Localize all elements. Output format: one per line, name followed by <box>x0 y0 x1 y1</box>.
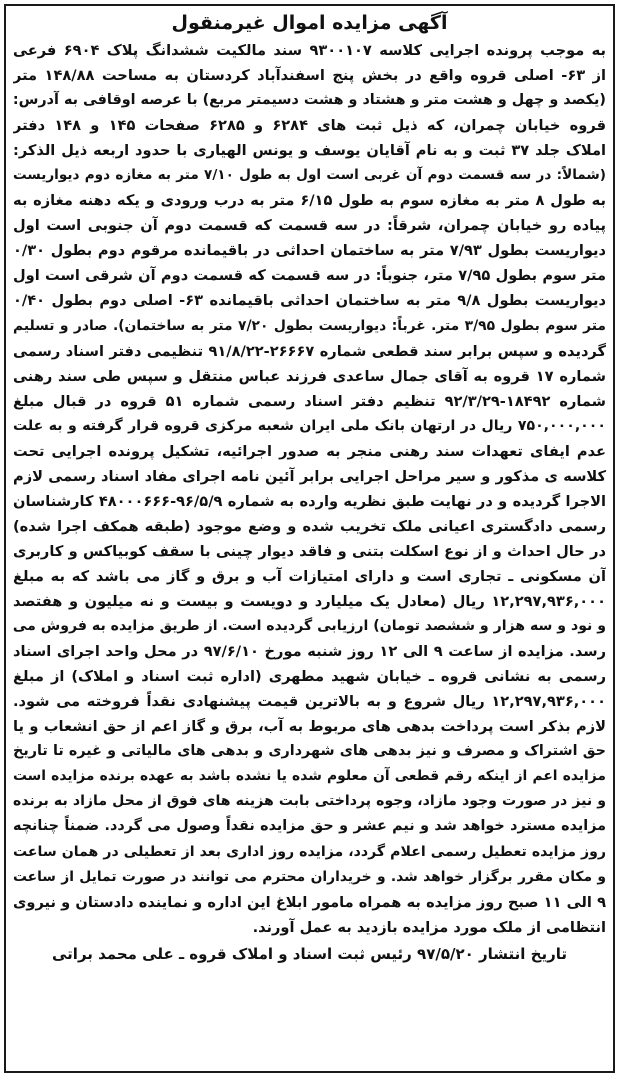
body-line: ۱۲,۲۹۷,۹۳۶,۰۰۰ ریال شروع و به بالاترین قیمت پیشنهادی نقداً فروخته می شود. <box>13 693 606 711</box>
body-line: ۱۲,۲۹۷,۹۳۶,۰۰۰ ریال (معادل یک میلیارد و دویست و بیست و نه میلیون و هفتصد <box>13 593 606 611</box>
body-line: (یکصد و چهل و هشت متر و هشتاد و هشت دسیمتر مربع) با عرصه اوقافی به آدرس: <box>13 92 606 109</box>
body-line: پیاده رو خیابان چمران، شرقاً: در سه قسمت که قسمت دوم آن جنوبی است اول <box>13 217 606 235</box>
body-line: (شمالاً: در سه قسمت دوم آن غربی است اول به طول ۷/۱۰ متر به مغازه دوم دیواریست <box>13 167 606 184</box>
body-line: قروه خیابان چمران، که ذیل ثبت های ۶۲۸۴ و ۶۲۸۵ صفحات ۱۴۵ و ۱۴۸ دفتر <box>13 117 606 135</box>
body-line: روز مزایده تعطیل رسمی اعلام گردد، مزایده روز اداری بعد از تعطیلی در همان ساعت <box>13 843 606 860</box>
body-line: ۹ الی ۱۱ صبح روز مزایده به همراه مامور ابلاغ این اداره و نماینده دادستان و نیروی <box>13 893 606 911</box>
auction-notice <box>4 4 615 1073</box>
body-line: در حال احداث و از نوع اسکلت بتنی و فاقد دیوار چینی با سقف کوبیاکس و کاربری <box>13 542 606 560</box>
body-line: الاجرا گردیده و در نهایت طبق نظریه وارده به شماره ۹۶/۵/۹-۴۸۰۰۰۶۶۶ کارشناسان <box>13 492 606 510</box>
notice-title: آگهی مزایده اموال غیرمنقول <box>171 12 448 34</box>
body-line: حق اشتراک و مصرف و نیز بدهی های شهرداری و بدهی های مالیاتی و غیره تا تاریخ <box>13 743 606 760</box>
body-line: متر سوم بطول ۷/۹۵ متر، جنوباً: در سه قسمت که قسمت دوم آن شرقی است اول <box>13 267 606 285</box>
body-line: مزایده مسترد خواهد شد و نیم عشر و حق مزایده نقداً وصول می گردد. ضمناً چنانچه <box>13 818 606 835</box>
body-line: متر سوم بطول ۳/۹۵ متر. غرباً: دیواریست بطول ۷/۲۰ متر به ساختمان). صادر و تسلیم <box>13 317 606 334</box>
body-line: از ۶۳- اصلی قروه واقع در بخش پنج اسفندآباد کردستان به مساحت ۱۴۸/۸۸ متر <box>13 67 606 85</box>
body-line: عدم ایفای تعهدات سند رهنی منجر به صدور اجرائیه، تشکیل پرونده اجرایی تحت <box>13 442 606 460</box>
body-line: دیواریست بطول ۹/۸ متر به ساختمان احداثی باقیمانده ۶۳- اصلی دوم بطول ۰/۴۰ <box>13 292 606 310</box>
notice-body <box>13 38 606 940</box>
body-line: به طول ۸ متر به مغازه سوم به طول ۶/۱۵ متر به درب ورودی و یکه دهنه مغازه به <box>13 192 606 210</box>
body-line: شماره ۱۷ قروه به آقای جمال ساعدی فرزند عباس منتقل و سپس طی سند رهنی <box>13 367 606 385</box>
body-line: املاک جلد ۳۷ ثبت و به نام آقایان یوسف و یونس الهیاری با حدود اربعه ذیل الذکر: <box>13 142 606 160</box>
body-line: دیواریست بطول ۷/۹۳ متر به ساختمان احداثی در باقیمانده مرقوم دوم بطول ۰/۳۰ <box>13 242 606 260</box>
publication-footer: تاریخ انتشار ۹۷/۵/۲۰ رئیس ثبت اسناد و املاک قروه ـ علی محمد براتی <box>52 944 567 963</box>
body-line: رسمی به نشانی قروه ـ خیابان شهید مطهری (اداره ثبت اسناد و املاک) از مبلغ <box>13 668 606 686</box>
body-line: کلاسه ی مذکور و سیر مراحل اجرایی برابر آئین نامه اجرای مفاد اسناد رسمی لازم <box>13 467 606 485</box>
body-line: رسد. مزایده از ساعت ۹ الی ۱۲ روز شنبه مورخ ۹۷/۶/۱۰ در محل واحد اجرای اسناد <box>13 643 606 661</box>
body-line: آن مسکونی ـ تجاری است و دارای امتیازات آب و برق و گاز می باشد که به مبلغ <box>13 567 606 585</box>
body-line: و مکان مقرر برگزار خواهد شد. و خریداران محترم می توانند در صورت تمایل از ساعت <box>13 868 606 885</box>
body-line: مزایده اعم از اینکه رقم قطعی آن معلوم شده یا نشده باشد به عهده برنده مزایده است <box>13 768 606 785</box>
body-line: و نود و سه هزار و ششصد تومان) ارزیابی گردیده است. از طریق مزایده به فروش می <box>13 618 606 635</box>
body-line: گردیده و سپس برابر سند قطعی شماره ۲۶۶۶۷-۹۱/۸/۲۲ تنظیمی دفتر اسناد رسمی <box>13 342 606 360</box>
body-line: رسمی دادگستری اعیانی ملک تخریب شده و وضع موجود (طبقه همکف اجرا شده) <box>13 517 606 535</box>
body-line: و نیز در صورت وجود مازاد، وجوه پرداختی بابت هزینه های فوق از محل مازاد به برنده <box>13 793 606 810</box>
body-line: انتظامی از ملک مورد مزایده بازدید به عمل آورند. <box>252 918 606 936</box>
body-line: شماره ۱۸۴۹۲-۹۲/۳/۲۹ تنظیم دفتر اسناد رسمی شماره ۵۱ قروه در قبال مبلغ <box>13 392 606 410</box>
body-line: به موجب پرونده اجرایی کلاسه ۹۳۰۰۱۰۷ سند مالکیت ششدانگ پلاک ۶۹۰۴ فرعی <box>13 42 606 59</box>
body-line: لازم بذکر است پرداخت بدهی های مربوط به آب، برق و گاز اعم از حق انشعاب و یا <box>13 718 606 736</box>
body-line: ۷۵۰,۰۰۰,۰۰۰ ریال در ارتهان بانک ملی ایران شعبه مرکزی قروه قرار گرفته و به علت <box>13 417 606 434</box>
